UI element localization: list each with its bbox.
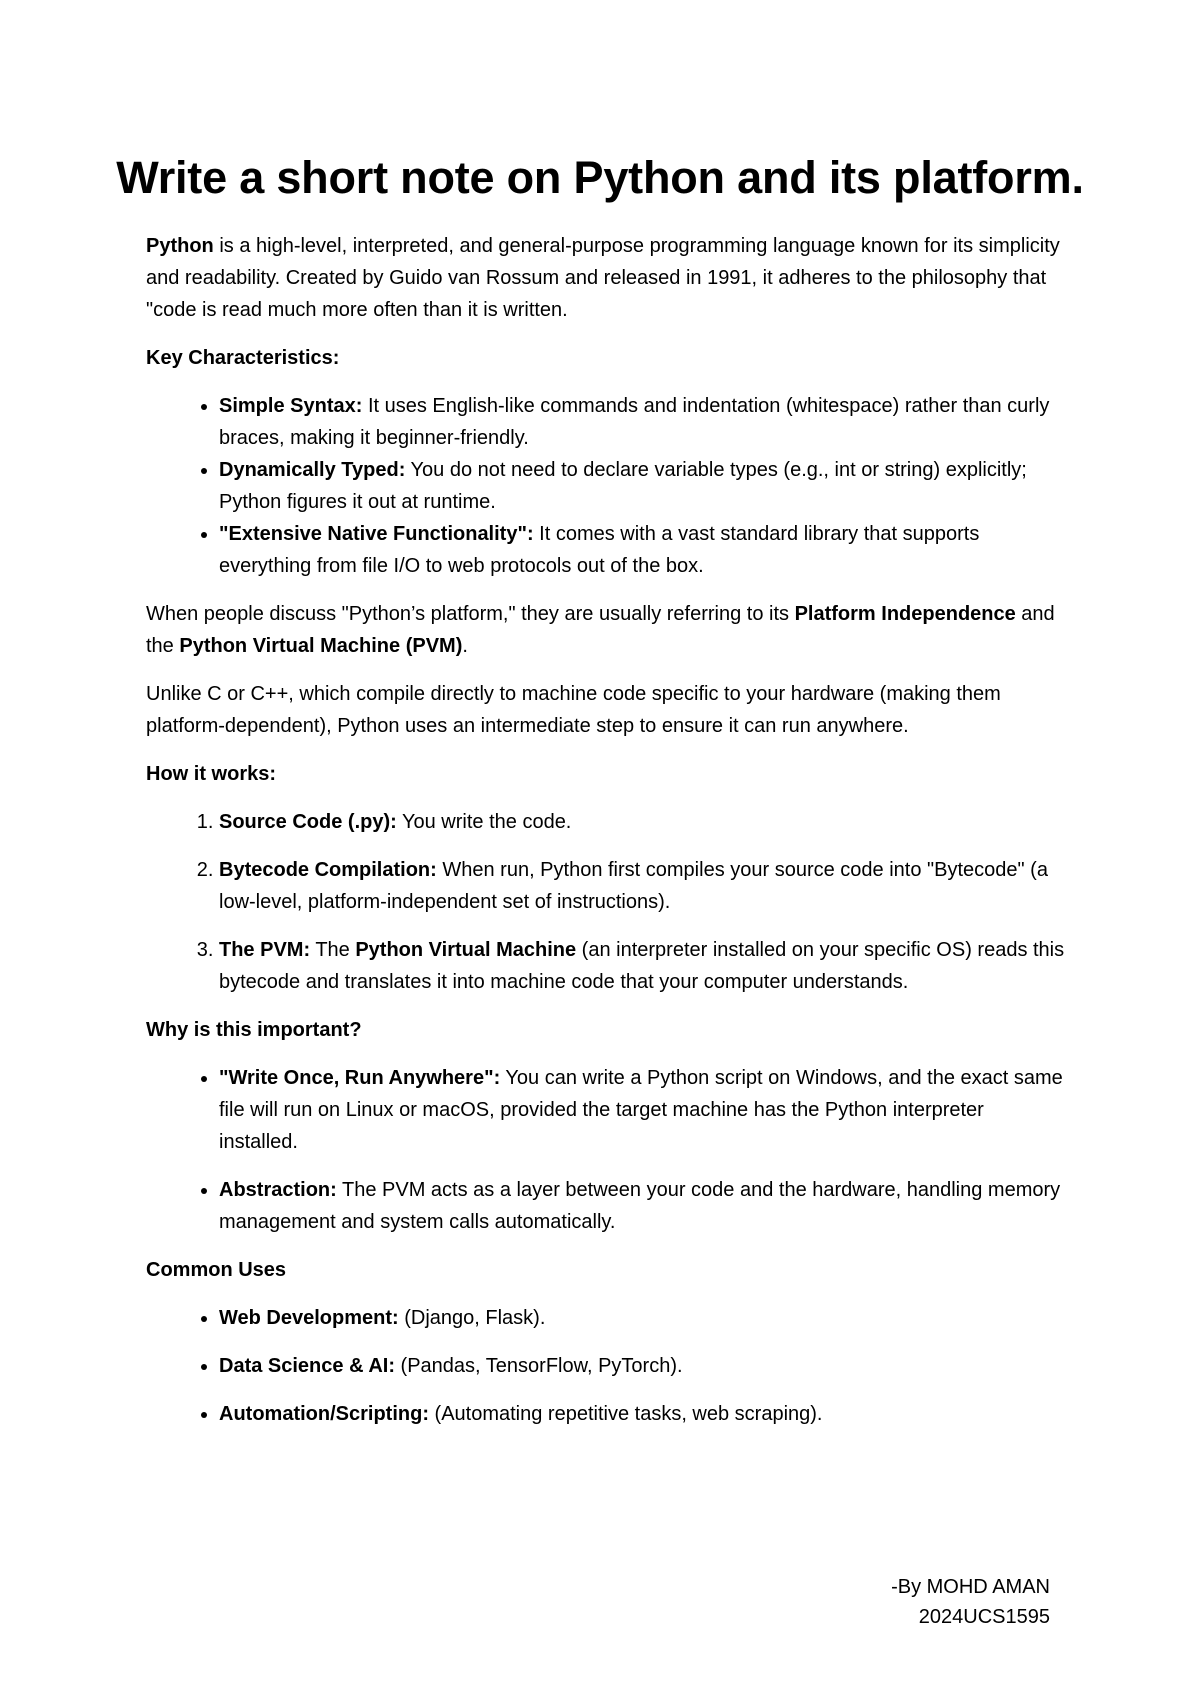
list-item [219, 1398, 1066, 1430]
item-text: (Pandas, TensorFlow, PyTorch). [395, 1355, 683, 1377]
step-term: Source Code (.py): [219, 811, 397, 833]
step-text: (an interpreter installed on your specific OS) reads this bytecode and translates it into machine code that your computer understands. [219, 939, 1065, 993]
list-item [219, 390, 1066, 454]
list-item [219, 806, 1066, 838]
intro-text: is a high-level, interpreted, and general-purpose programming language known for its simplicity and readability. Created by Guido van Rossum and released in 1991, it adheres to the philosophy that "code is read much more often than it is written. [146, 235, 1060, 321]
common-uses-list [146, 1302, 1066, 1430]
list-item [219, 1062, 1066, 1158]
platform-text-3: . [462, 635, 468, 657]
item-text: The PVM acts as a layer between your code and the hardware, handling memory management and system calls automatically. [219, 1179, 1061, 1233]
list-item [219, 854, 1066, 918]
list-item [219, 1350, 1066, 1382]
signature-block [891, 1572, 1050, 1632]
pvm-term: Python Virtual Machine (PVM) [179, 635, 463, 657]
common-uses-heading: Common Uses [146, 1259, 287, 1281]
item-text: (Django, Flask). [398, 1307, 546, 1329]
how-it-works-list [146, 806, 1066, 998]
step-text: You write the code. [396, 811, 572, 833]
platform-independence-term: Platform Independence [794, 603, 1016, 625]
author-name: -By MOHD AMAN [891, 1576, 1050, 1598]
step-bold-term: Python Virtual Machine [355, 939, 577, 961]
item-term: Simple Syntax: [219, 395, 363, 417]
why-important-heading: Why is this important? [146, 1019, 362, 1041]
how-it-works-heading: How it works: [146, 763, 277, 785]
step-term: Bytecode Compilation: [219, 859, 437, 881]
why-important-list [146, 1062, 1066, 1238]
item-text: It uses English-like commands and indentation (whitespace) rather than curly braces, making it beginner-friendly. [219, 395, 1050, 449]
item-text: You can write a Python script on Windows, and the exact same file will run on Linux or macOS, provided the target machine has the Python interpreter installed. [219, 1067, 1063, 1153]
list-item [219, 518, 1066, 582]
platform-text-1: When people discuss "Python’s platform," they are usually referring to its [146, 603, 795, 625]
list-item [219, 1174, 1066, 1238]
item-term: "Write Once, Run Anywhere": [219, 1067, 501, 1089]
item-term: Web Development: [219, 1307, 399, 1329]
page-title: Write a short note on Python and its platform. [116, 152, 1084, 203]
list-item [219, 934, 1066, 998]
key-characteristics-list [146, 390, 1066, 582]
list-item [219, 1302, 1066, 1334]
platform-paragraph [146, 598, 1066, 662]
item-text: (Automating repetitive tasks, web scraping). [428, 1403, 823, 1425]
step-text: When run, Python first compiles your source code into "Bytecode" (a low-level, platform-independent set of instructions). [219, 859, 1048, 913]
item-term: Abstraction: [219, 1179, 337, 1201]
author-id: 2024UCS1595 [918, 1606, 1050, 1628]
item-text: It comes with a vast standard library that supports everything from file I/O to web protocols out of the box. [219, 523, 980, 577]
platform-text-2: and the [146, 603, 1055, 657]
step-text: The [310, 939, 356, 961]
item-term: Data Science & AI: [219, 1355, 395, 1377]
item-term: "Extensive Native Functionality": [219, 523, 534, 545]
document-body [146, 230, 1066, 1446]
item-term: Automation/Scripting: [219, 1403, 429, 1425]
item-term: Dynamically Typed: [219, 459, 406, 481]
unlike-paragraph: Unlike C or C++, which compile directly to machine code specific to your hardware (making them platform-dependent), Python uses an intermediate step to ensure it can run anywhere. [146, 683, 1001, 737]
list-item [219, 454, 1066, 518]
key-characteristics-heading: Key Characteristics: [146, 347, 340, 369]
intro-paragraph [146, 230, 1066, 326]
step-term: The PVM: [219, 939, 311, 961]
item-text: You do not need to declare variable types (e.g., int or string) explicitly; Python figures it out at runtime. [219, 459, 1027, 513]
intro-term: Python [146, 235, 214, 257]
